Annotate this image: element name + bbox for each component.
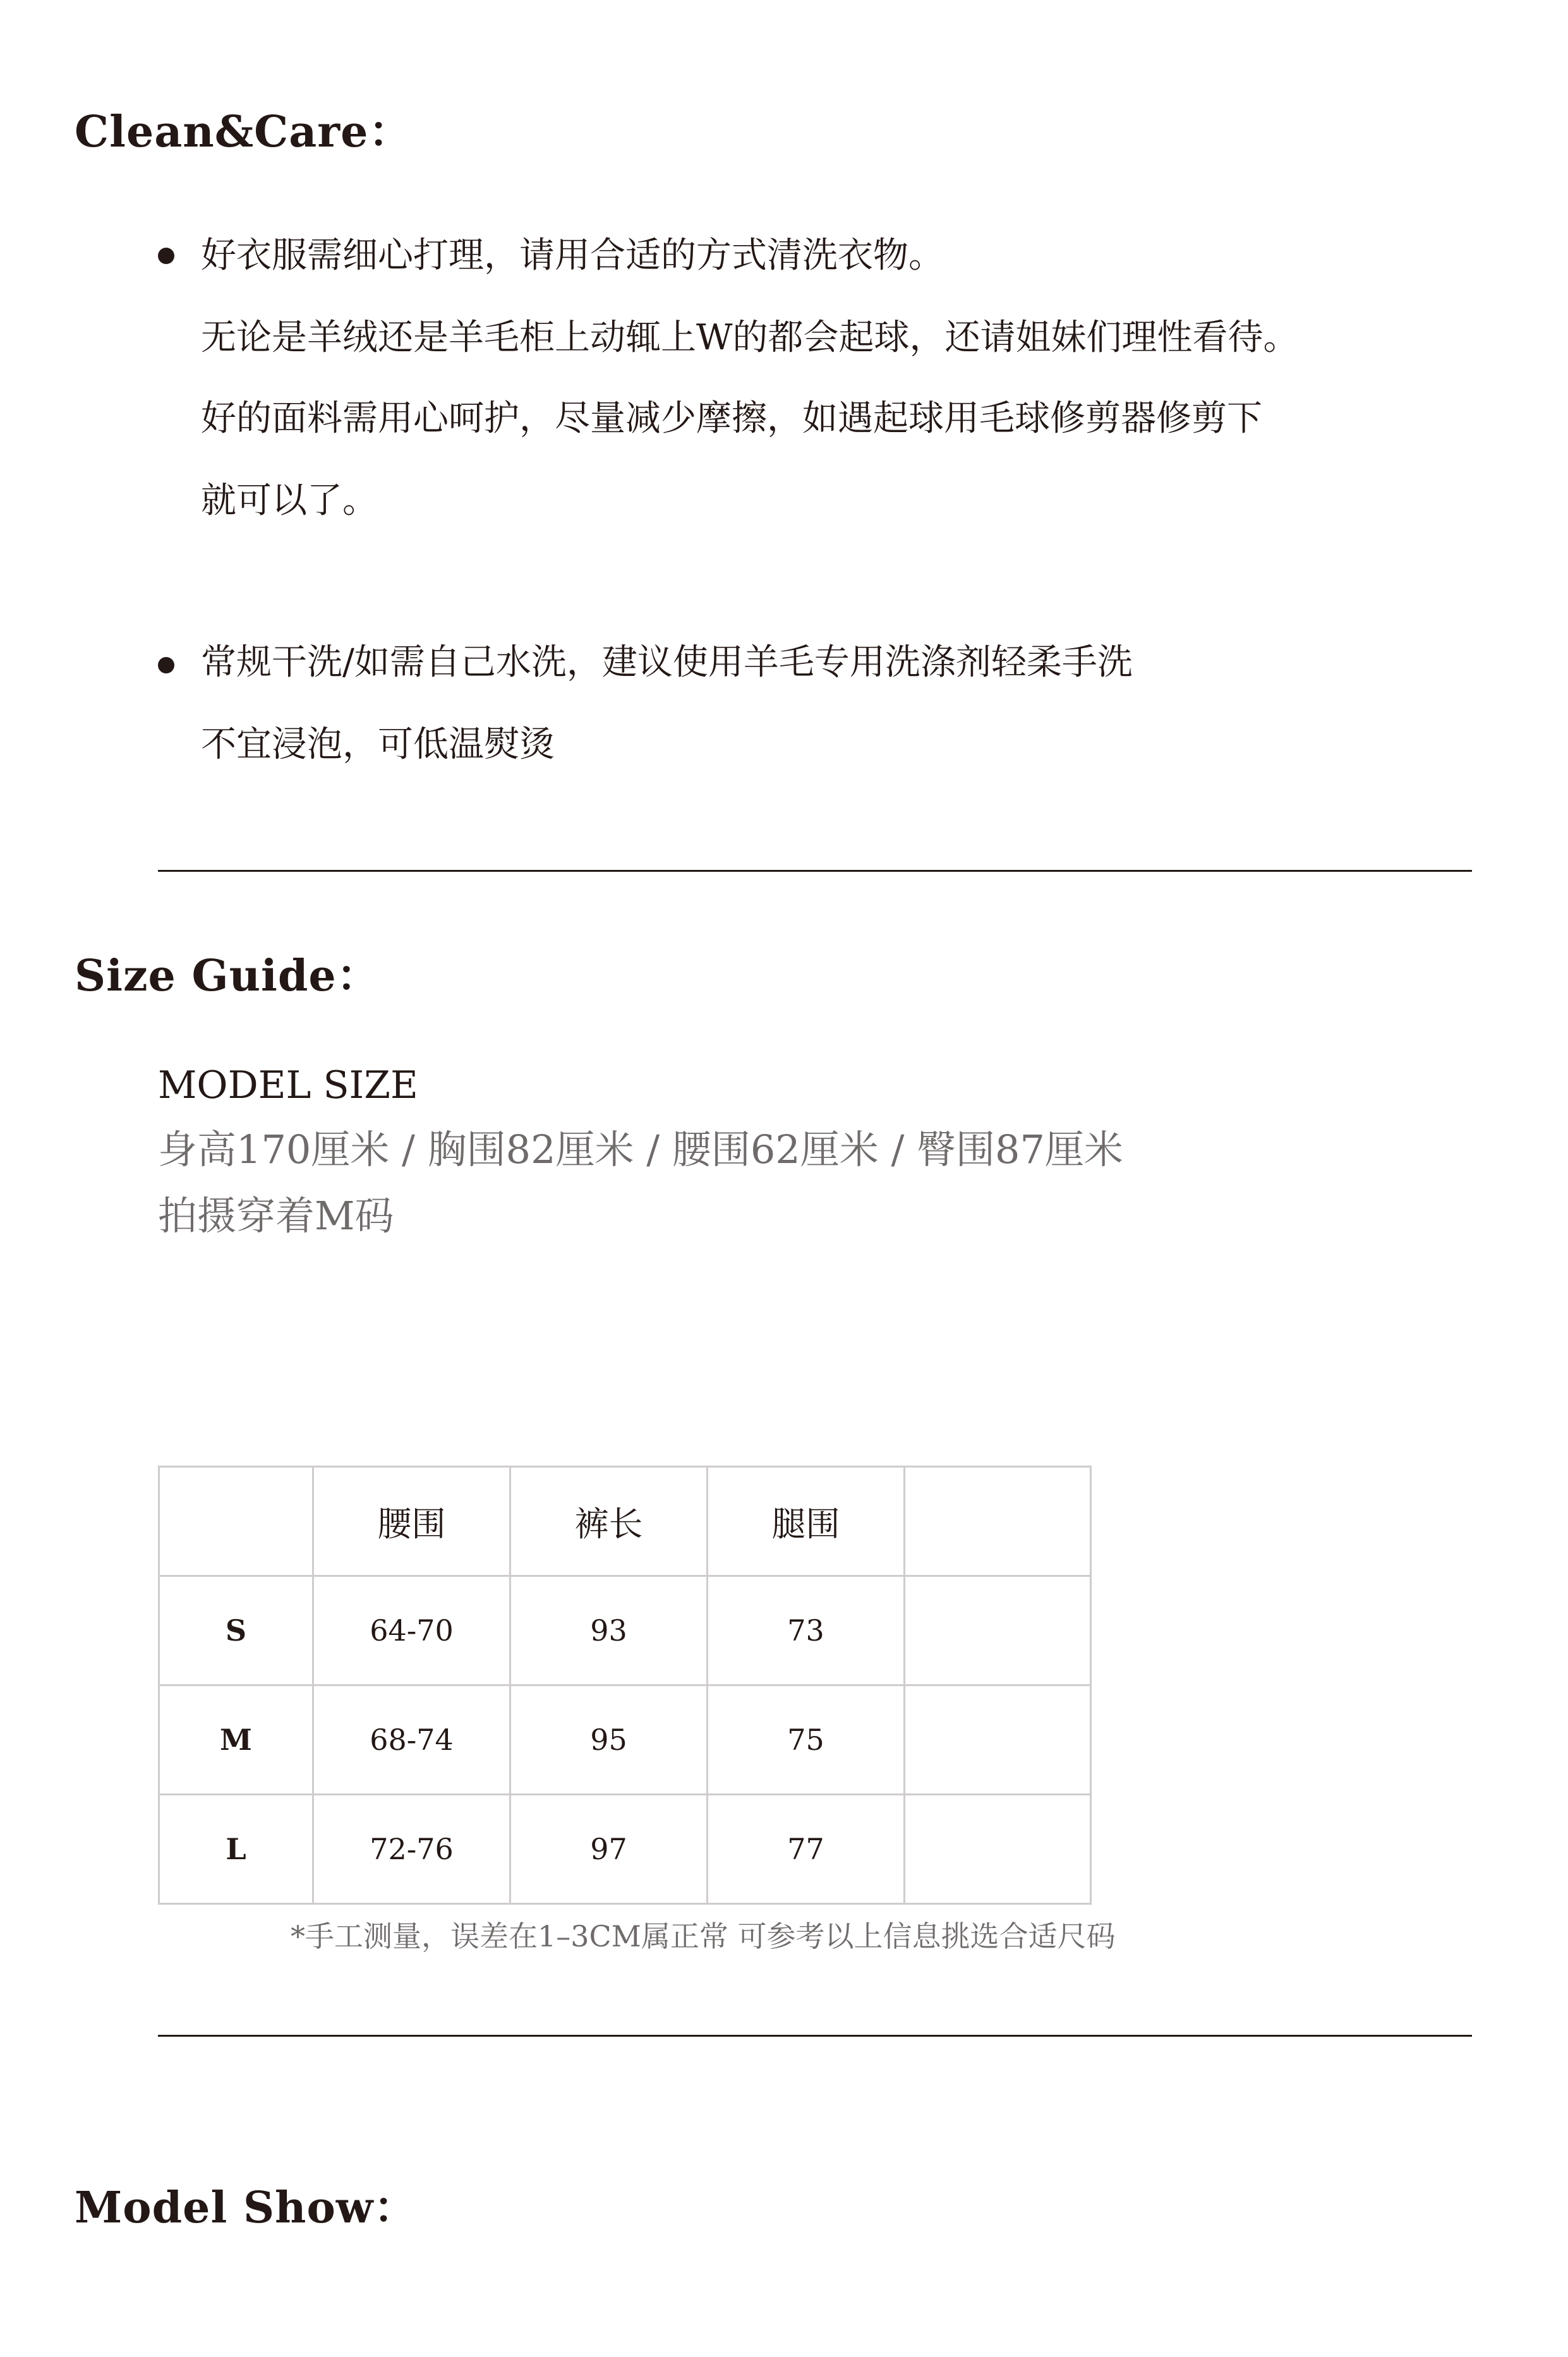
size-guide-heading: Size Guide： — [75, 951, 380, 1001]
size-label-cell: M — [159, 1685, 313, 1795]
model-show-heading: Model Show： — [75, 2183, 418, 2233]
section-divider — [158, 870, 1472, 872]
table-row — [159, 1795, 1091, 1904]
model-wearing-size: 拍摄穿着M码 — [158, 1193, 394, 1239]
table-header-cell: 腰围 — [313, 1467, 510, 1576]
table-cell: 72-76 — [313, 1795, 510, 1904]
table-header-cell: 腿围 — [708, 1467, 905, 1576]
table-cell: 77 — [708, 1795, 905, 1904]
care-text-line: 常规干洗/如需自己水洗，建议使用羊毛专用洗涤剂轻柔手洗 — [201, 642, 1133, 683]
table-cell: 68-74 — [313, 1685, 510, 1795]
bullet-icon — [158, 248, 174, 264]
size-table — [158, 1466, 1092, 1905]
table-cell — [905, 1576, 1091, 1685]
care-text-line: 好的面料需用心呵护，尽量减少摩擦，如遇起球用毛球修剪器修剪下 — [201, 398, 1262, 439]
table-cell — [905, 1685, 1091, 1795]
care-text-line: 不宜浸泡，可低温熨烫 — [201, 724, 555, 765]
table-header-row — [159, 1467, 1091, 1576]
model-measurements: 身高170厘米 / 胸围82厘米 / 腰围62厘米 / 臀围87厘米 — [158, 1126, 1123, 1172]
section-divider — [158, 2035, 1472, 2037]
table-cell: 95 — [510, 1685, 708, 1795]
care-text-line: 好衣服需细心打理，请用合适的方式清洗衣物。 — [201, 235, 944, 276]
clean-care-heading: Clean&Care： — [75, 107, 413, 157]
table-cell: 75 — [708, 1685, 905, 1795]
table-row — [159, 1685, 1091, 1795]
table-row — [159, 1576, 1091, 1685]
size-label-cell: L — [159, 1795, 313, 1904]
model-size-title: MODEL SIZE — [158, 1063, 418, 1107]
table-cell — [905, 1795, 1091, 1904]
bullet-icon — [158, 657, 174, 673]
table-header-cell — [905, 1467, 1091, 1576]
care-text-line: 无论是羊绒还是羊毛柜上动辄上W的都会起球，还请姐妹们理性看待。 — [201, 317, 1299, 358]
table-header-cell: 裤长 — [510, 1467, 708, 1576]
measurement-note: *手工测量，误差在1–3CM属正常 可参考以上信息挑选合适尺码 — [291, 1919, 1116, 1953]
table-cell: 73 — [708, 1576, 905, 1685]
table-header-cell — [159, 1467, 313, 1576]
table-cell: 93 — [510, 1576, 708, 1685]
size-label-cell: S — [159, 1576, 313, 1685]
table-cell: 97 — [510, 1795, 708, 1904]
table-cell: 64-70 — [313, 1576, 510, 1685]
care-text-line: 就可以了。 — [201, 480, 378, 521]
